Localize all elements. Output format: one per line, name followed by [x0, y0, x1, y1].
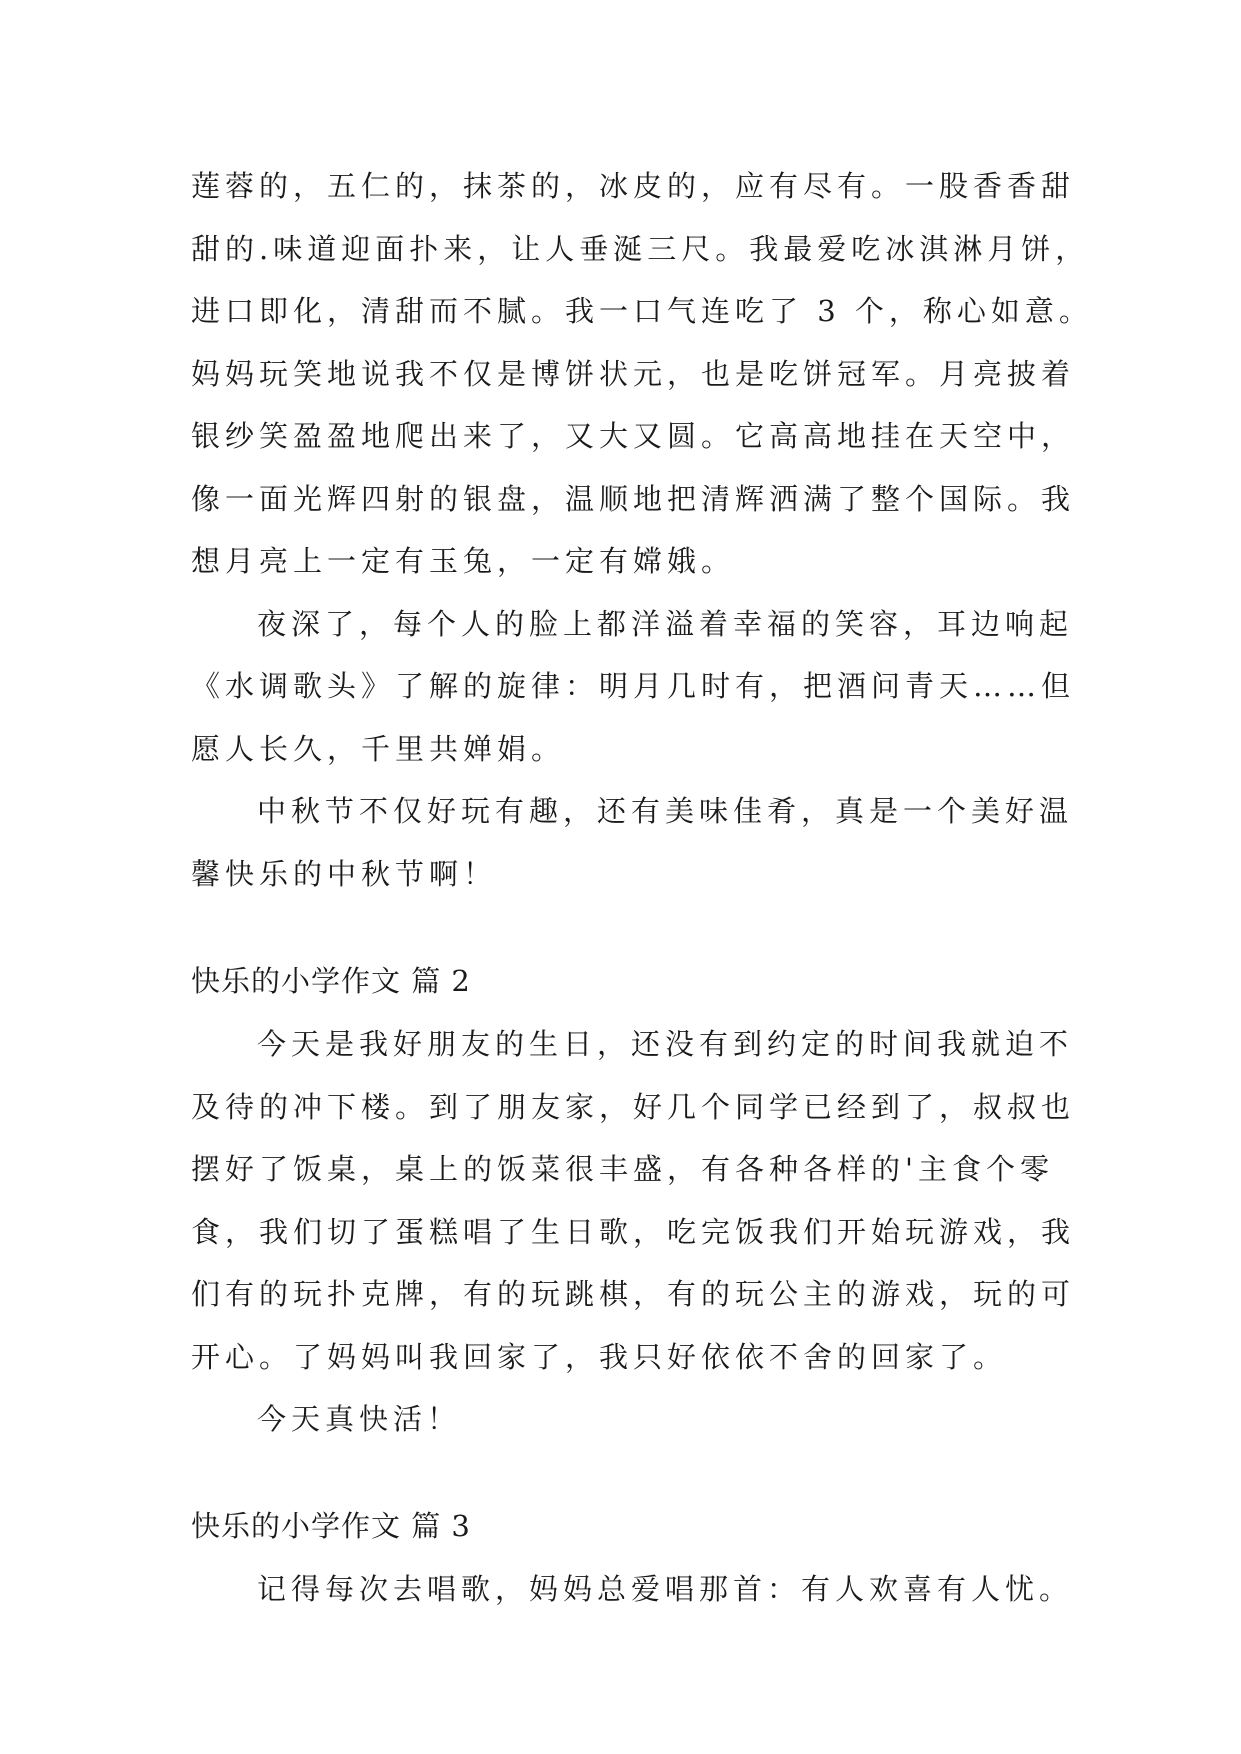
text-line: 银纱笑盈盈地爬出来了，又大又圆。它高高地挂在天空中， — [191, 419, 1076, 453]
text-line: 馨快乐的中秋节啊！ — [191, 857, 498, 891]
text-line: 想月亮上一定有玉兔，一定有嫦娥。 — [191, 544, 736, 578]
text-line: 摆好了饭桌，桌上的饭菜很丰盛，有各种各样的'主食个零 — [191, 1152, 1054, 1186]
text-line: 妈妈玩笑地说我不仅是博饼状元，也是吃饼冠军。月亮披着 — [191, 357, 1076, 391]
text-line: 们有的玩扑克牌，有的玩跳棋，有的玩公主的游戏，玩的可 — [191, 1277, 1076, 1311]
text-line: 食，我们切了蛋糕唱了生日歌，吃完饭我们开始玩游戏，我 — [191, 1215, 1076, 1249]
section-heading: 快乐的小学作文 篇 3 — [191, 1509, 471, 1543]
text-line: 中秋节不仅好玩有趣，还有美味佳肴，真是一个美好温 — [257, 794, 1074, 828]
text-line: 开心。了妈妈叫我回家了，我只好依依不舍的回家了。 — [191, 1340, 1008, 1374]
text-line: 像一面光辉四射的银盘，温顺地把清辉洒满了整个国际。我 — [191, 482, 1076, 516]
text-line: 记得每次去唱歌，妈妈总爱唱那首：有人欢喜有人忧。 — [257, 1572, 1074, 1606]
text-line: 莲蓉的，五仁的，抹茶的，冰皮的，应有尽有。一股香香甜 — [191, 169, 1076, 203]
text-line: 甜的.味道迎面扑来，让人垂涎三尺。我最爱吃冰淇淋月饼， — [191, 232, 1090, 266]
text-line: 进口即化，清甜而不腻。我一口气连吃了 3 个，称心如意。 — [191, 294, 1093, 328]
section-heading: 快乐的小学作文 篇 2 — [191, 964, 471, 998]
text-line: 及待的冲下楼。到了朋友家，好几个同学已经到了，叔叔也 — [191, 1090, 1076, 1124]
text-line: 今天是我好朋友的生日，还没有到约定的时间我就迫不 — [257, 1027, 1074, 1061]
text-line: 夜深了，每个人的脸上都洋溢着幸福的笑容，耳边响起 — [257, 607, 1074, 641]
text-line: 今天真快活！ — [257, 1402, 462, 1436]
text-line: 《水调歌头》了解的旋律：明月几时有，把酒问青天……但 — [191, 669, 1076, 703]
text-line: 愿人长久，千里共婵娟。 — [191, 732, 566, 766]
